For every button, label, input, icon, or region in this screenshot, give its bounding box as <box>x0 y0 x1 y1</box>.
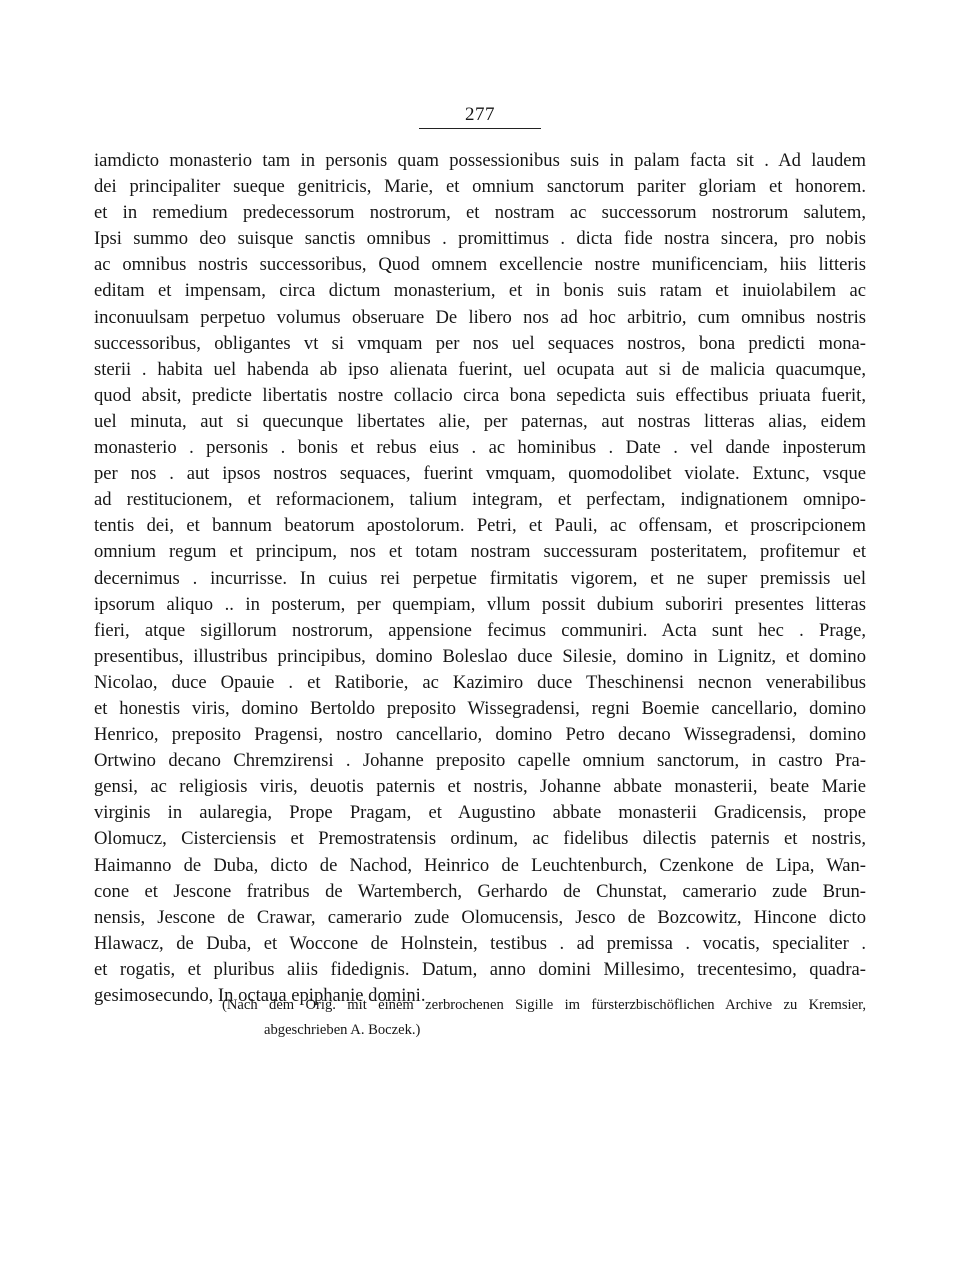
text-line: virginis in aularegia, Prope Pragam, et Augustino abbate monasterii Gradicensis, prope <box>94 802 866 824</box>
text-line: et in remedium predecessorum nostrorum, et nostram ac successorum nostrorum salutem, <box>94 202 866 224</box>
source-note-line: (Nach dem Orig. mit einem zerbrochenen Sigille im fürsterzbischöflichen Archive zu Kremsier, <box>222 997 866 1013</box>
text-line: ipsorum aliquo .. in posterum, per quempiam, vllum possit dubium suboriri presentes litteras <box>94 593 866 615</box>
text-line: sterii . habita uel habenda ab ipso alienata fuerint, uel ocupata aut si de malicia quacumque, <box>94 358 866 380</box>
text-line: tentis dei, et bannum beatorum apostolorum. Petri, et Pauli, ac offensam, et proscripcionem <box>94 515 866 537</box>
text-line: ad restitucionem, et reformacionem, talium integram, et perfectam, indignationem omnipo- <box>94 489 866 511</box>
text-line: quod absit, predicte libertatis nostre collacio circa bona sepedicta suis effectibus priuata fuerit, <box>94 384 866 406</box>
text-line: omnium regum et principum, nos et totam nostram successuram posteritatem, profitemur et <box>94 541 866 563</box>
text-line: decernimus . incurrisse. In cuius rei perpetue firmitatis vigorem, et ne super premissis uel <box>94 567 866 589</box>
text-line: dei principaliter sueque genitricis, Marie, et omnium sanctorum pariter gloriam et honorem. <box>94 176 866 198</box>
header-rule <box>419 128 541 129</box>
text-line: et honestis viris, domino Bertoldo preposito Wissegradensi, regni Boemie cancellario, domino <box>94 697 866 719</box>
text-line: Haimanno de Duba, dicto de Nachod, Heinrico de Leuchtenburch, Czenkone de Lipa, Wan- <box>94 854 866 876</box>
text-line: editam et impensam, circa dictum monasterium, et in bonis suis ratam et inuiolabilem ac <box>94 280 866 302</box>
text-line: ac omnibus nostris successoribus, Quod omnem excellencie nostre munificenciam, hiis litteris <box>94 254 866 276</box>
text-line: presentibus, illustribus principibus, domino Boleslao duce Silesie, domino in Lignitz, et domino <box>94 645 866 667</box>
text-line: fieri, atque sigillorum nostrorum, appensione fecimus communiri. Acta sunt hec . Prage, <box>94 619 866 641</box>
text-line: inconuulsam perpetuo volumus obseruare De libero nos ad hoc arbitrio, cum omnibus nostris <box>94 306 866 328</box>
page-number: 277 <box>465 104 495 125</box>
text-line: nensis, Jescone de Crawar, camerario zude Olomucensis, Jesco de Bozcowitz, Hincone dicto <box>94 906 866 928</box>
text-line: Ipsi summo deo suisque sanctis omnibus . promittimus . dicta fide nostra sincera, pro nobis <box>94 228 866 250</box>
source-note <box>222 993 866 1043</box>
text-line: Olomucz, Cisterciensis et Premostratensis ordinum, ac fidelibus dilectis paternis et nostris, <box>94 828 866 850</box>
text-line: cone et Jescone fratribus de Wartemberch, Gerhardo de Chunstat, camerario zude Brun- <box>94 880 866 902</box>
charter-text <box>94 148 866 1009</box>
text-line: iamdicto monasterio tam in personis quam possessionibus suis in palam facta sit . Ad laudem <box>94 150 866 171</box>
text-line: gensi, ac religiosis viris, deuotis paternis et nostris, Johanne abbate monasterii, beate Marie <box>94 776 866 798</box>
text-line: per nos . aut ipsos nostros sequaces, fuerint vmquam, quomodolibet violate. Extunc, vsque <box>94 463 866 485</box>
text-line: Nicolao, duce Opauie . et Ratiborie, ac Kazimiro duce Theschinensi necnon venerabilibus <box>94 671 866 693</box>
text-line: uel minuta, aut si quecunque libertates alie, per paternas, aut nostras litteras alias, eidem <box>94 410 866 432</box>
text-line: gesimosecundo, In octaua epiphanie domini. <box>94 985 426 1006</box>
text-line: et rogatis, et pluribus aliis fidedignis. Datum, anno domini Millesimo, trecentesimo, quadra- <box>94 958 866 980</box>
document-page <box>94 0 866 1284</box>
text-line: successoribus, obligantes vt si vmquam per nos uel sequaces nostros, bona predicti mona- <box>94 332 866 354</box>
text-line: monasterio . personis . bonis et rebus eius . ac hominibus . Date . vel dande inposterum <box>94 437 866 459</box>
text-line: Ortwino decano Chremzirensi . Johanne preposito capelle omnium sanctorum, in castro Pra- <box>94 750 866 772</box>
text-line: Hlawacz, de Duba, et Woccone de Holnstein, testibus . ad premissa . vocatis, specialiter . <box>94 932 866 954</box>
source-note-line: abgeschrieben A. Boczek.) <box>264 1022 421 1038</box>
text-line: Henrico, preposito Pragensi, nostro cancellario, domino Petro decano Wissegradensi, domino <box>94 724 866 746</box>
